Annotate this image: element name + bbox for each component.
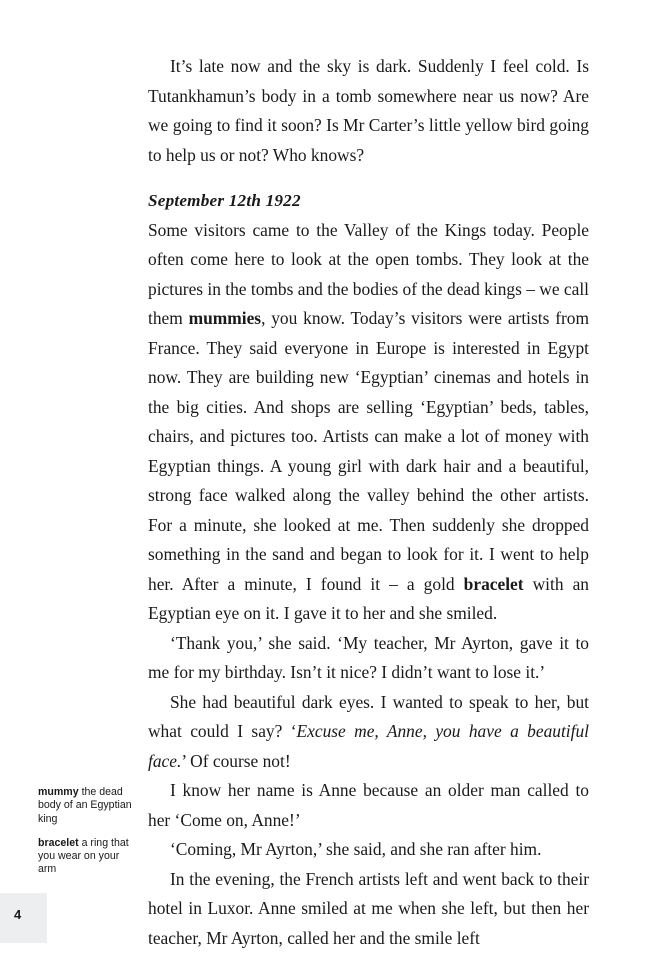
paragraph (148, 629, 589, 688)
paragraph-text: Some visitors came to the Valley of the Kings today. People often come here to look at the open tombs. They look at the pictures in the tombs and the bodies of the dead kings – we call them (148, 220, 589, 329)
paragraph (148, 52, 589, 170)
paragraph (148, 865, 589, 953)
glossary-entry (38, 837, 134, 877)
paragraph-text: ‘Thank you,’ she said. ‘My teacher, Mr Ayrton, gave it to me for my birthday. Isn’t it nice? I didn’t want to lose it.’ (148, 633, 589, 683)
paragraph (148, 776, 589, 835)
paragraph-text: ‘Coming, Mr Ayrton,’ she said, and she ran after him. (170, 839, 541, 859)
paragraph (148, 688, 589, 777)
paragraph (148, 216, 589, 629)
glossary-definition: a ring that you wear on your arm (38, 837, 129, 876)
date-heading: September 12th 1922 (148, 186, 589, 216)
paragraph-text: I know her name is Anne because an older man called to her ‘Come on, Anne!’ (148, 780, 589, 830)
page-number: 4 (14, 907, 21, 922)
quoted-italic-phrase: Excuse me, Anne, you have a beautiful face. (148, 721, 589, 771)
glossary-ref-mummies: mummies (189, 308, 261, 328)
text-column (148, 52, 589, 953)
paragraph-text: , you know. Today’s visitors were artists from France. They said everyone in Europe is interested in Egypt now. They are building new ‘Egyptian’ cinemas and hotels in the big cities. And shops are selling ‘Egyptian’ beds, tables, chairs, and pictures too. Artists can make a lot of money with Egyptian things. A young girl with dark hair and a beautiful, strong face walked along the valley behind the other artists. For a minute, she looked at me. Then suddenly she dropped something in the sand and began to look for it. I went to help her. After a minute, I found it – a gold (148, 308, 589, 594)
page-number-block (0, 893, 47, 943)
glossary-term: mummy (38, 786, 79, 798)
paragraph-text: with an Egyptian eye on it. I gave it to her and she smiled. (148, 574, 589, 624)
paragraph-text: She had beautiful dark eyes. I wanted to speak to her, but what could I say? ‘ (148, 692, 589, 742)
glossary-term: bracelet (38, 837, 79, 849)
paragraph-text: In the evening, the French artists left and went back to their hotel in Luxor. Anne smiled at me when she left, but then her teacher, Mr Ayrton, called her and the smile left (148, 869, 589, 948)
glossary-definition: the dead body of an Egyptian king (38, 786, 132, 825)
glossary-entry (38, 786, 134, 826)
glossary-sidebar (38, 786, 134, 877)
paragraph-text: It’s late now and the sky is dark. Suddenly I feel cold. Is Tutankhamun’s body in a tomb somewhere near us now? Are we going to find it soon? Is Mr Carter’s little yellow bird going to help us or not? Who knows? (148, 56, 589, 165)
paragraph-text: ’ Of course not! (181, 751, 290, 771)
glossary-ref-bracelet: bracelet (464, 574, 524, 594)
paragraph (148, 835, 589, 865)
